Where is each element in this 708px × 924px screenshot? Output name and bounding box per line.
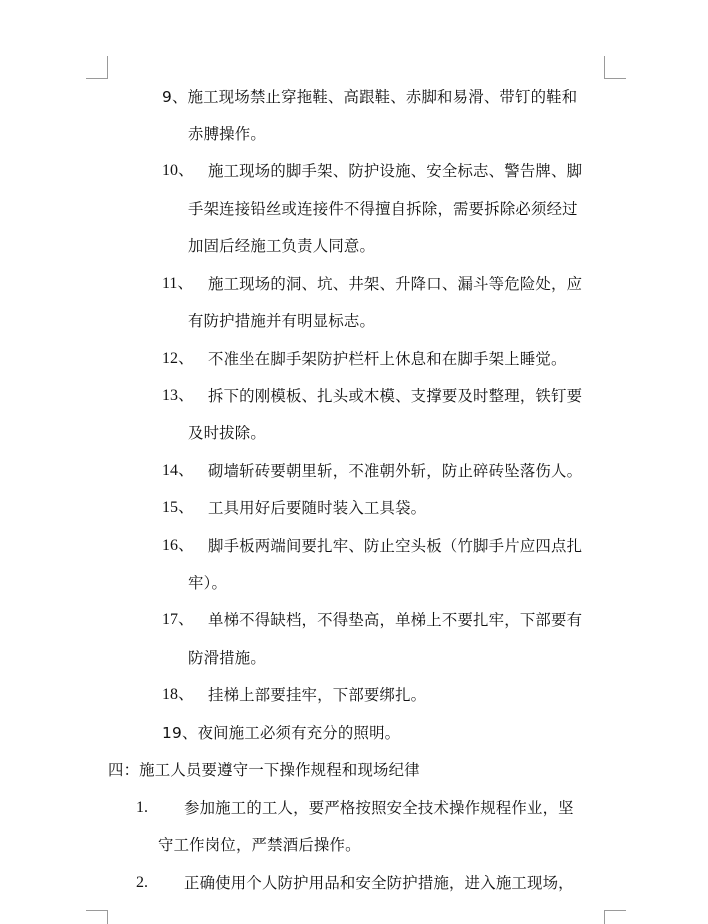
list-item-13-number: 13、 (162, 387, 195, 404)
list-item-9-number: 9、 (162, 88, 188, 106)
list-item-9-line-2: 赤膊操作。 (188, 125, 266, 143)
list-item-13-line-1: 拆下的刚模板、扎头或木模、支撑要及时整理，铁钉要 (208, 387, 583, 405)
list-item-11-number: 11、 (162, 275, 194, 292)
list-item-9-line-1 (162, 86, 577, 108)
list-item-17-number: 17、 (162, 611, 195, 628)
list-item-17-line-2: 防滑措施。 (188, 649, 266, 667)
list-item-18-number: 18、 (162, 686, 195, 703)
corner-mark-top-right (604, 56, 626, 80)
list-item-10-number: 10、 (162, 162, 195, 179)
section-heading: 四：施工人员要遵守一下操作规程和现场纪律 (108, 761, 420, 779)
section-item-1-line-2: 守工作岗位，严禁酒后操作。 (158, 836, 361, 854)
section-item-2-line-1: 正确使用个人防护用品和安全防护措施，进入施工现场， (184, 874, 574, 892)
section-item-2-number: 2. (136, 874, 148, 891)
list-item-11-line-2: 有防护措施并有明显标志。 (188, 312, 376, 330)
corner-mark-top-left (86, 56, 108, 80)
list-item-18-line-1: 挂梯上部要挂牢，下部要绑扎。 (208, 686, 427, 704)
list-item-15-number: 15、 (162, 499, 195, 516)
list-item-16-line-2: 牢）。 (188, 574, 228, 592)
corner-mark-bottom-left (86, 910, 108, 924)
list-item-16-line-1: 脚手板两端间要扎牢、防止空头板（竹脚手片应四点扎 (208, 537, 583, 555)
list-item-19-text: 夜间施工必须有充分的照明。 (197, 724, 401, 742)
list-item-12-line-1: 不准坐在脚手架防护栏杆上休息和在脚手架上睡觉。 (208, 350, 567, 368)
section-item-1-number: 1. (136, 799, 148, 816)
list-item-12-number: 12、 (162, 350, 195, 367)
list-item-19-line-1 (162, 722, 400, 744)
list-item-13-line-2: 及时拔除。 (188, 424, 266, 442)
list-item-17-line-1: 单梯不得缺档，不得垫高，单梯上不要扎牢，下部要有 (208, 611, 583, 629)
list-item-9-text: 施工现场禁止穿拖鞋、高跟鞋、赤脚和易滑、带钉的鞋和 (187, 88, 578, 106)
corner-mark-bottom-right (604, 910, 626, 924)
list-item-11-line-1: 施工现场的洞、坑、井架、升降口、漏斗等危险处，应 (208, 275, 583, 293)
list-item-16-number: 16、 (162, 537, 195, 554)
list-item-14-line-1: 砌墙斩砖要朝里斩，不准朝外斩，防止碎砖坠落伤人。 (208, 462, 583, 480)
list-item-10-line-1: 施工现场的脚手架、防护设施、安全标志、警告牌、脚 (208, 162, 583, 180)
section-item-1-line-1: 参加施工的工人，要严格按照安全技术操作规程作业，坚 (184, 799, 574, 817)
list-item-15-line-1: 工具用好后要随时装入工具袋。 (208, 499, 427, 517)
list-item-10-line-3: 加固后经施工负责人同意。 (188, 237, 376, 255)
list-item-19-number: 19、 (162, 724, 198, 742)
list-item-10-line-2: 手架连接铅丝或连接件不得擅自拆除，需要拆除必须经过 (188, 200, 578, 218)
list-item-14-number: 14、 (162, 462, 195, 479)
